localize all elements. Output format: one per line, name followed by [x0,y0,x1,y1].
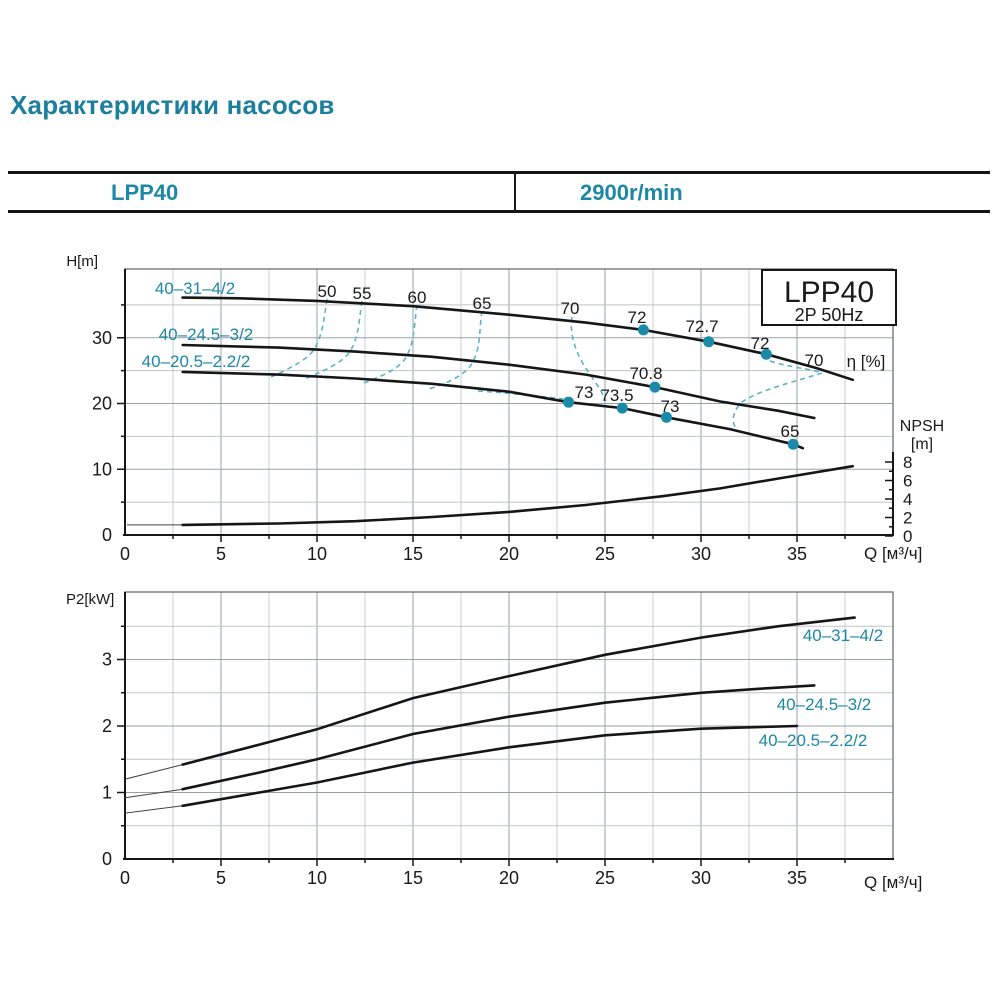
x-tick-label: 0 [119,544,131,564]
y-tick-label: 2 [101,716,112,736]
curve-NPSH [183,466,853,525]
curve-thin-extension [125,806,183,813]
x-tick-label: 30 [690,868,712,888]
efficiency-value-label: 72.7 [685,317,719,336]
x-tick-label: 15 [402,868,424,888]
efficiency-label: η [%] [846,352,886,371]
efficiency-label: 60 [407,288,427,307]
y-tick-label: 1 [101,782,112,803]
speed-cell: 2900r/min [580,180,683,205]
efficiency-contour [361,305,417,384]
curve-name-label: 40–24.5–3/2 [158,325,254,344]
x-tick-label: 30 [690,544,712,564]
efficiency-value-label: 70.8 [629,364,663,383]
npsh-tick-label: 0 [903,527,913,546]
curve-40-20-5-2-2-2 [183,726,797,806]
efficiency-dot [563,397,574,408]
efficiency-label: 55 [352,284,372,303]
npsh-tick-label: 2 [903,508,913,528]
x-tick-label: 35 [786,868,808,888]
x-tick-label: 10 [306,868,328,888]
curve-name-label: 40–31–4/2 [154,279,236,298]
model-box-title: LPP40 [783,276,875,309]
efficiency-value-label: 73 [660,397,680,416]
page-title: Характеристики насосов [10,90,335,120]
x-tick-label: 35 [786,544,808,564]
x-tick-label: 20 [498,868,520,888]
x-tick-label: 25 [594,868,616,888]
curve-40-24-5-3-2 [183,345,815,418]
y-tick-label: 0 [101,525,112,545]
efficiency-dot [649,382,660,393]
efficiency-label: 70 [804,351,824,370]
efficiency-value-label: 73 [574,383,594,402]
curve-name-label: 40–31–4/2 [802,626,884,645]
curve-name-label: 40–20.5–2.2/2 [758,731,868,750]
efficiency-contour [429,311,482,389]
x-axis-caption: Q [м³/ч] [864,544,923,563]
curve-name-label: 40–24.5–3/2 [776,695,872,714]
y-axis-caption: P2[kW] [66,591,115,608]
efficiency-value-label: 72 [627,308,647,327]
x-tick-label: 0 [119,868,131,888]
x-tick-label: 15 [402,544,424,564]
efficiency-contour [305,301,362,379]
curve-40-31-4-2 [183,618,855,765]
curve-name-label: 40–20.5–2.2/2 [141,352,251,371]
npsh-tick-label: 6 [903,471,913,491]
curve-40-24-5-3-2 [183,685,815,789]
y-tick-label: 3 [101,649,112,670]
x-tick-label: 10 [306,544,328,564]
y-tick-label: 20 [91,393,112,414]
npsh-axis-label: NPSH [899,418,945,435]
npsh-axis-unit: [m] [910,436,934,453]
curve-thin-extension [125,789,183,798]
efficiency-value-label: 73.5 [600,386,634,405]
x-axis-caption: Q [м³/ч] [864,873,923,892]
npsh-tick-label: 8 [903,453,913,472]
npsh-tick-label: 4 [903,490,913,509]
y-axis-caption: H[m] [66,253,98,270]
efficiency-value-label: 65 [780,422,800,441]
x-tick-label: 20 [498,544,520,564]
efficiency-label: 50 [317,282,337,301]
x-tick-label: 5 [215,544,227,564]
y-tick-label: 10 [91,459,112,480]
efficiency-label: 65 [472,294,492,313]
efficiency-dot [703,336,714,347]
y-tick-label: 0 [101,849,112,869]
x-tick-label: 5 [215,868,227,888]
efficiency-value-label: 72 [750,334,770,353]
model-box-subtitle: 2P 50Hz [794,305,864,325]
efficiency-contour [733,373,822,431]
efficiency-label: 70 [560,299,580,318]
x-tick-label: 25 [594,544,616,564]
model-cell: LPP40 [8,174,516,210]
curve-thin-extension [125,765,183,780]
y-tick-label: 30 [91,327,112,348]
